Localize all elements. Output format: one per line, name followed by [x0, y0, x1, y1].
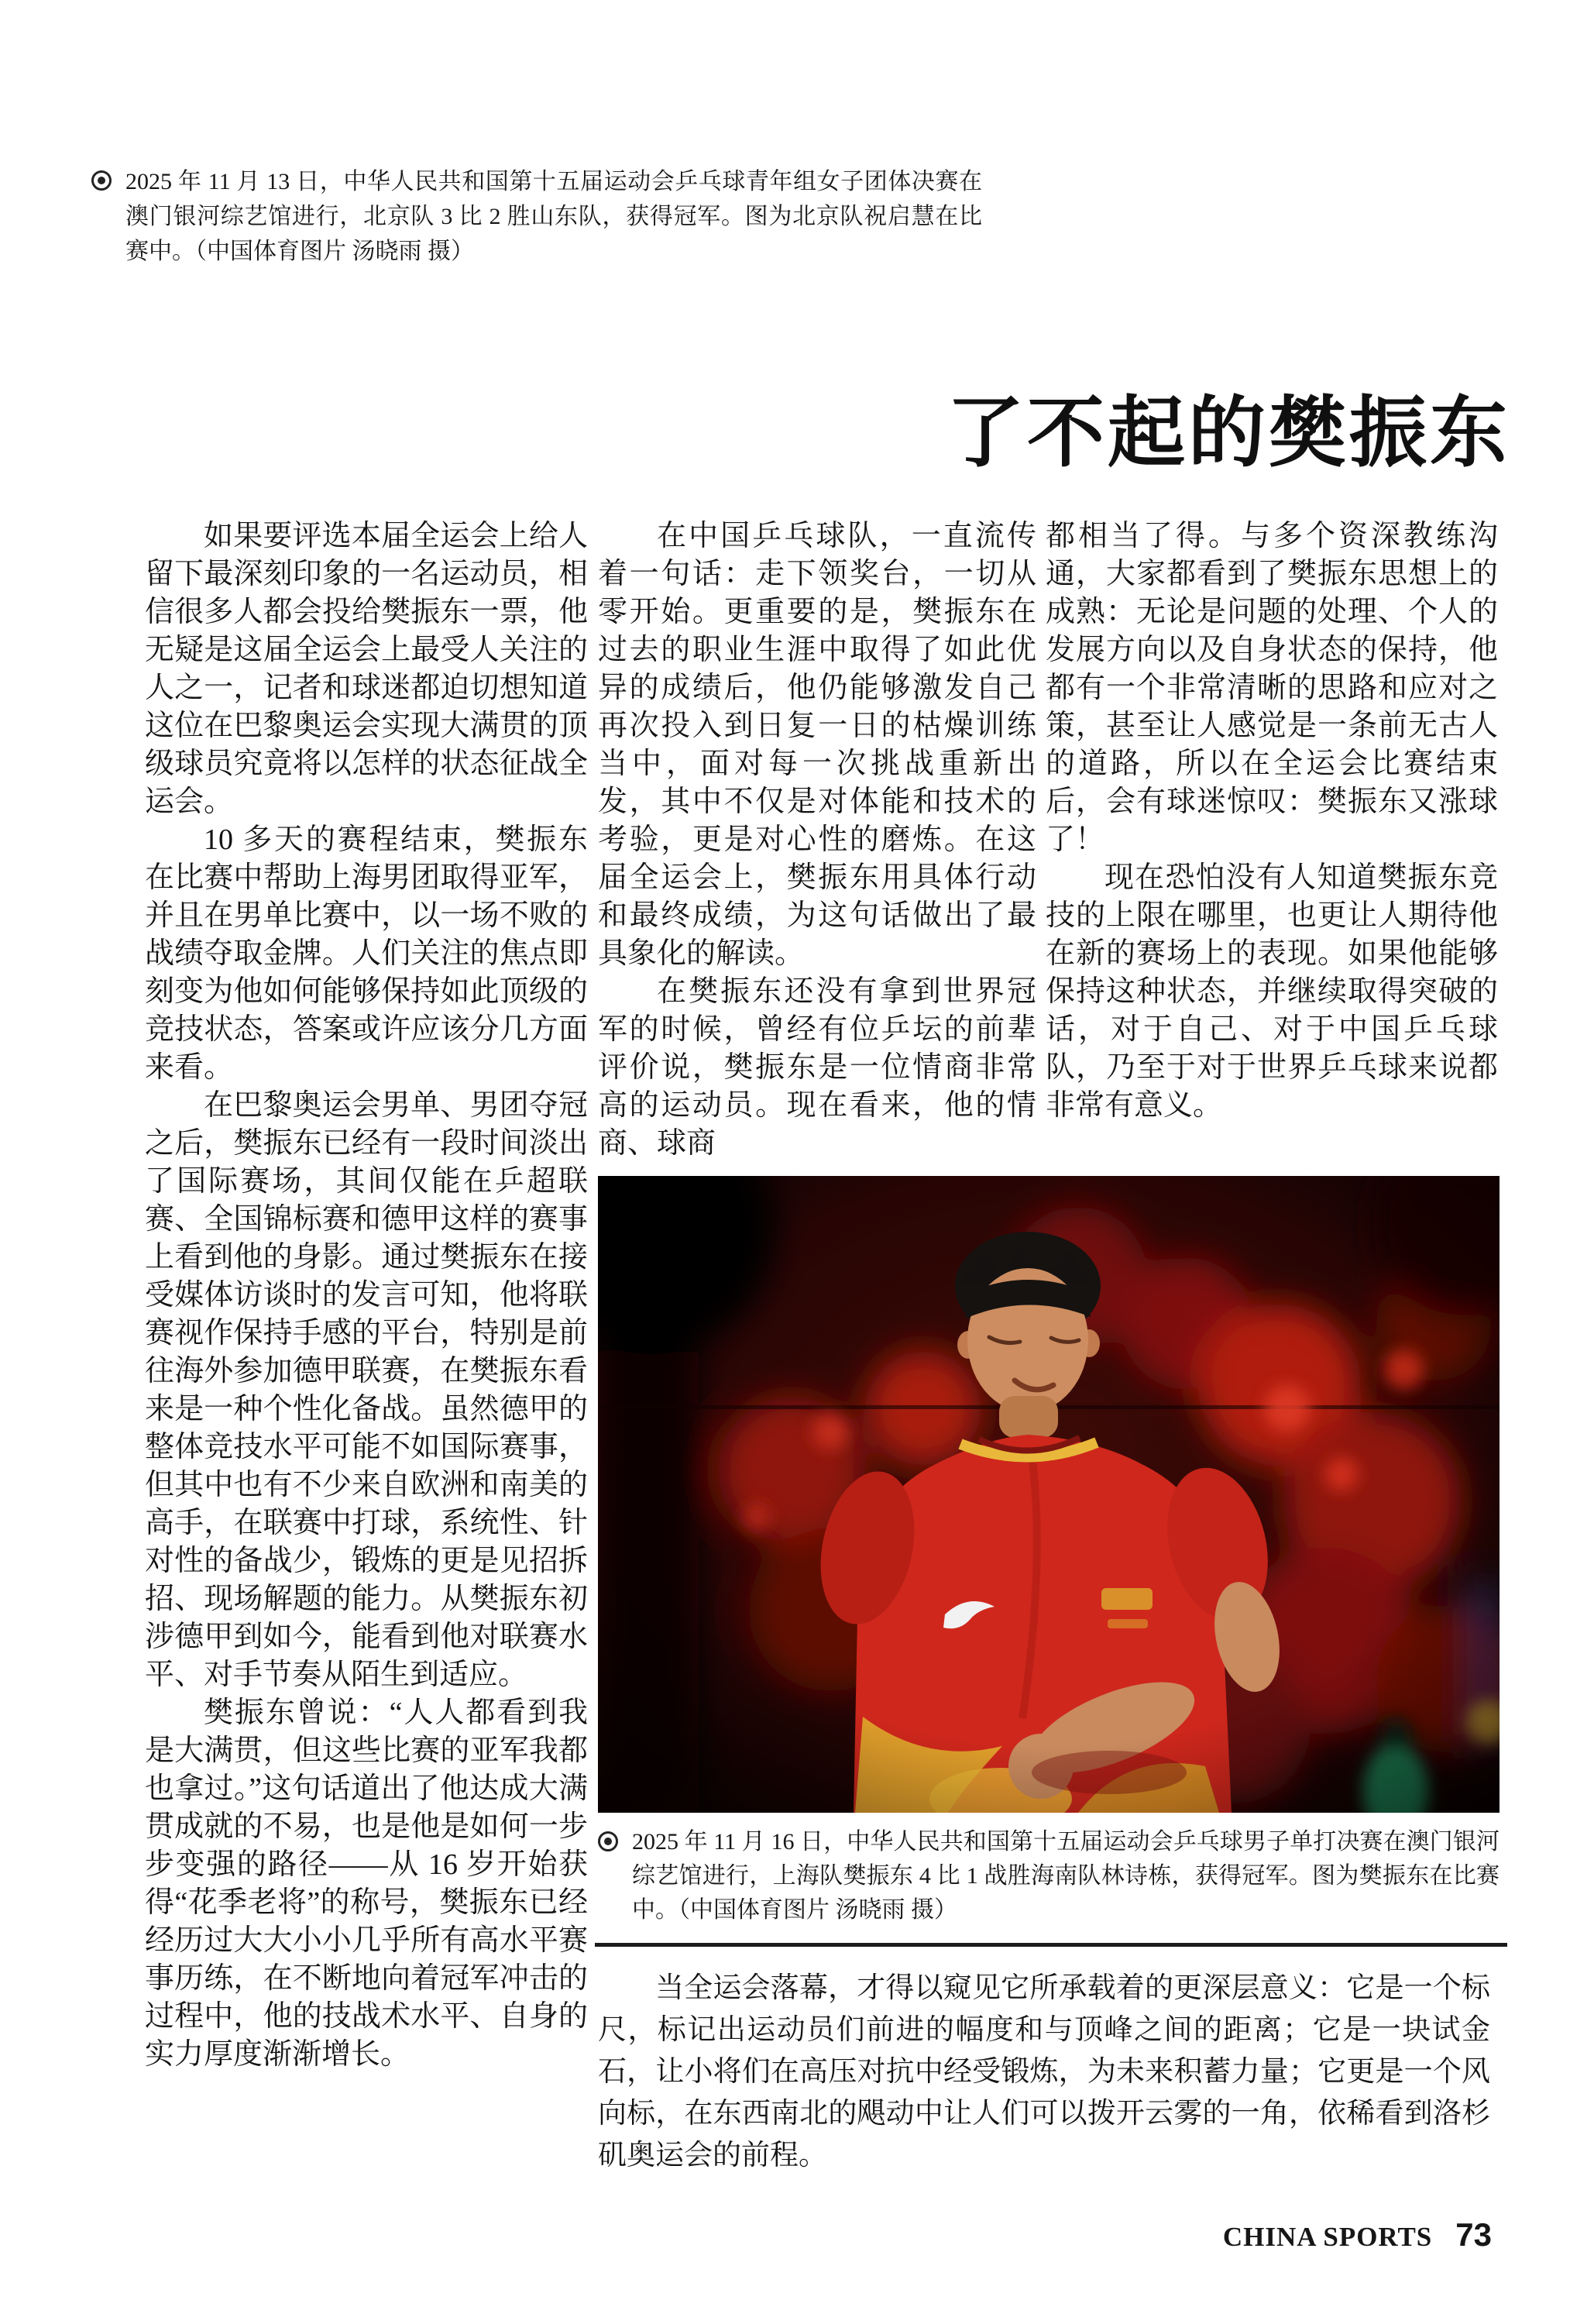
page-footer: [1223, 2216, 1492, 2254]
paragraph: 樊振东曾说：“人人都看到我是大满贯，但这些比赛的亚军我都也拿过。”这句话道出了他达成大满贯成就的不易，也是他是如何一步步变强的路径——从 16 岁开始获得“花季老将”的称号，樊振东已经经历过大大小小几乎所有高水平赛事历练，在不断地向着冠军冲击的过程中，他的技战术水平、自身的实力厚度渐渐增长。: [145, 1697, 588, 2071]
paragraph: 在樊振东还没有拿到世界冠军的时候，曾经有位乒坛的前辈评价说，樊振东是一位情商非常高的运动员。现在看来，他的情商、球商: [598, 975, 1036, 1160]
text-column-3: [1046, 517, 1498, 1125]
text-column-1: [145, 517, 588, 2074]
top-caption-text: 2025 年 11 月 13 日，中华人民共和国第十五届运动会乒乓球青年组女子团体决赛在澳门银河综艺馆进行，北京队 3 比 2 胜山东队，获得冠军。图为北京队祝启慧在比赛中。（中国体育图片 汤晓雨 摄）: [125, 169, 982, 264]
page-number: 73: [1455, 2216, 1492, 2253]
photo-illustration: [598, 1176, 1500, 1813]
paragraph: 在中国乒乓球队，一直流传着一句话：走下领奖台，一切从零开始。更重要的是，樊振东在过去的职业生涯中取得了如此优异的成绩后，他仍能够激发自己再次投入到日复一日的枯燥训练当中，面对每一次挑战重新出发，其中不仅是对体能和技术的考验，更是对心性的磨炼。在这届全运会上，樊振东用具体行动和最终成绩，为这句话做出了最具象化的解读。: [598, 520, 1036, 970]
magazine-name: CHINA SPORTS: [1222, 2222, 1433, 2252]
closing-paragraph: 当全运会落幕，才得以窥见它所承载着的更深层意义：它是一个标尺，标记出运动员们前进的幅度和与顶峰之间的距离；它是一块试金石，让小将们在高压对抗中经受锻炼，为未来积蓄力量；它更是一个风向标，在东西南北的飓动中让人们可以拨开云雾的一角，依稀看到洛杉矶奥运会的前程。: [598, 1972, 1490, 2171]
paragraph: 现在恐怕没有人知道樊振东竞技的上限在哪里，也更让人期待他在新的赛场上的表现。如果他能够保持这种状态，并继续取得突破的话，对于自己、对于中国乒乓球队，乃至于对于世界乒乓球来说都非常有意义。: [1046, 861, 1498, 1122]
paragraph: 10 多天的赛程结束，樊振东在比赛中帮助上海男团取得亚军，并且在男单比赛中，以一场不败的战绩夺取金牌。人们关注的焦点即刻变为他如何能够保持如此顶级的竞技状态，答案或许应该分几方面来看。: [145, 823, 588, 1084]
photo-caption: [598, 1825, 1500, 1927]
camera-icon: [598, 1831, 618, 1851]
top-photo-caption: [91, 164, 982, 269]
paragraph: 都相当了得。与多个资深教练沟通，大家都看到了樊振东思想上的成熟：无论是问题的处理、个人的发展方向以及自身状态的保持，他都有一个非常清晰的思路和应对之策，甚至让人感觉是一条前无古人的道路，所以在全运会比赛结束后，会有球迷惊叹：樊振东又涨球了！: [1046, 520, 1498, 856]
article-title: 了不起的樊振东: [946, 390, 1510, 476]
text-column-2: [598, 517, 1036, 1163]
paragraph: 如果要评选本届全运会上给人留下最深刻印象的一名运动员，相信很多人都会投给樊振东一票，他无疑是这届全运会上最受人关注的人之一，记者和球迷都迫切想知道这位在巴黎奥运会实现大满贯的顶级球员究竟将以怎样的状态征战全运会。: [145, 520, 588, 818]
photo-vignette: [598, 1176, 1500, 1813]
section-divider: [595, 1943, 1507, 1947]
photo-caption-text: 2025 年 11 月 16 日，中华人民共和国第十五届运动会乒乓球男子单打决赛在澳门银河综艺馆进行，上海队樊振东 4 比 1 战胜海南队林诗栋，获得冠军。图为樊振东在比赛中。（中国体育图片 汤晓雨 摄）: [632, 1829, 1500, 1923]
article-photo: [598, 1176, 1500, 1813]
camera-icon: [91, 170, 112, 191]
paragraph: 在巴黎奥运会男单、男团夺冠之后，樊振东已经有一段时间淡出了国际赛场，其间仅能在乒超联赛、全国锦标赛和德甲这样的赛事上看到他的身影。通过樊振东在接受媒体访谈时的发言可知，他将联赛视作保持手感的平台，特别是前往海外参加德甲联赛，在樊振东看来是一种个性化备战。虽然德甲的整体竞技水平可能不如国际赛事，但其中也有不少来自欧洲和南美的高手，在联赛中打球，系统性、针对性的备战少，锻炼的更是见招拆招、现场解题的能力。从樊振东初涉德甲到如今，能看到他对联赛水平、对手节奏从陌生到适应。: [145, 1089, 588, 1691]
